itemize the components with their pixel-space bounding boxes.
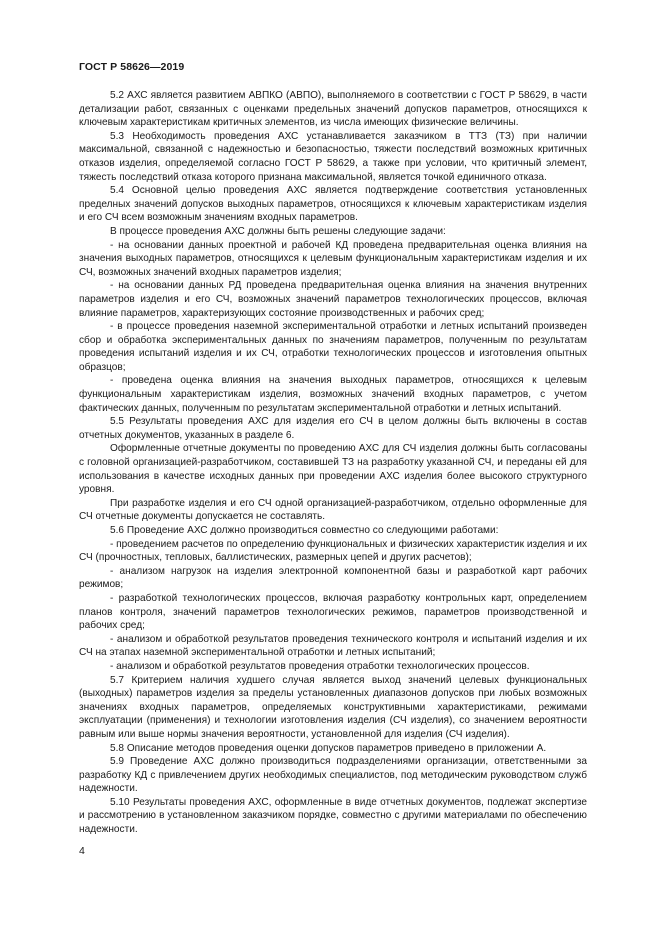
work-list-item: - анализом и обработкой результатов проведения технического контроля и испытаний изделия и их СЧ на этапах наземной экспериментальной отработки и летных испытаний; [79,633,587,659]
paragraph-5-2: 5.2 АХС является развитием АВПКО (АВПО), выполняемого в соответствии с ГОСТ Р 58629, в части детализации работ, связанных с оценками предельных значений допусков параметров, относящихся к ключевым характеристикам критичных элементов, из числа имеющих физические величины. [79,90,587,129]
paragraph-5-3: 5.3 Необходимость проведения АХС устанавливается заказчиком в ТТЗ (ТЗ) при наличии максимальной, связанной с надежностью и безопасностью, тяжести последствий возможных критичных отказов изделия, определяемой согласно ГОСТ Р 58629, а также при условии, что критичный элемент, тяжесть последствий отказа которого признана максимальной, является точкой единичного отказа. [79,130,587,183]
paragraph-single-developer: При разработке изделия и его СЧ одной организацией-разработчиком, отдельно оформленные для СЧ отчетные документы допускается не составлять. [79,497,587,523]
work-list-item: - проведением расчетов по определению функциональных и физических характеристик изделия и их СЧ (прочностных, тепловых, баллистических, размерных цепей и других расчетов); [79,538,587,564]
paragraph-5-10: 5.10 Результаты проведения АХС, оформленные в виде отчетных документов, подлежат экспертизе и рассмотрению в установленном заказчиком порядке, совместно с другими материалами по обеспечению надежности. [79,796,587,836]
paragraph-5-5: 5.5 Результаты проведения АХС для изделия его СЧ в целом должны быть включены в состав отчетных документов, указанных в разделе 6. [79,416,587,441]
paragraph-5-7: 5.7 Критерием наличия худшего случая является выход значений целевых функциональных (выходных) параметров изделия за пределы установленных диапазонов допусков при любых возможных значениях входных параметров, определяемых конструктивными характеристиками, режимами эксплуатации (применения) и технологии изготовления изделия (СЧ изделия), со значением вероятности равным или выше нормы значения вероятности, установленной для изделия (СЧ изделия). [79,674,587,740]
work-list-item: - анализом и обработкой результатов проведения отработки технологических процессов. [110,660,530,672]
paragraph-reports: Оформленные отчетные документы по проведению АХС для СЧ изделия должны быть согласованы с головной организацией-разработчиком, составившей ТЗ на разработку указанной СЧ, и переданы ей для использования в качестве исходных данных при проведении АХС изделия более высокого структурного уровня. [79,443,587,496]
paragraph-5-9: 5.9 Проведение АХС должно производиться подразделениями организации, ответственными за разработку КД с привлечением других необходимых специалистов, под методическим руководством служб надежности. [79,756,587,795]
work-list-item: - анализом нагрузок на изделия электронной компонентной базы и разработкой карт рабочих режимов; [79,565,587,591]
task-list-item: - на основании данных проектной и рабочей КД проведена предварительная оценка влияния на значения выходных параметров, относящихся к целевым функциональным характеристикам изделия и их СЧ, возможных значений входных параметров изделия; [79,239,587,278]
task-list-item: - в процессе проведения наземной экспериментальной отработки и летных испытаний произведен сбор и обработка экспериментальных данных по значениям параметров, полученным по результатам проведения испытаний изделия и их СЧ, отработки технологических процессов и изготовления опытных образцов; [79,321,587,373]
work-list-item: - разработкой технологических процессов, включая разработку контрольных карт, определением планов контроля, значений параметров технологических режимов, параметров производственной и рабочих сред; [79,592,587,632]
paragraph-tasks-intro: В процессе проведения АХС должны быть решены следующие задачи: [110,225,446,237]
page-number: 4 [79,845,85,857]
paragraph-5-8: 5.8 Описание методов проведения оценки допусков параметров приведено в приложении А. [110,742,547,754]
document-header: ГОСТ Р 58626—2019 [79,61,185,73]
paragraph-5-6: 5.6 Проведение АХС должно производиться совместно со следующими работами: [110,525,499,536]
task-list-item: - на основании данных РД проведена предварительная оценка влияния на значения внутренних параметров изделия и его СЧ, возможных значений параметров технологических процессов, включая влияние параметров, характеризующих состояние производственных и рабочих сред; [79,280,587,319]
paragraph-5-4: 5.4 Основной целью проведения АХС является подтверждение соответствия установленных пределных значений допусков выходных параметров, относящихся к ключевым характеристикам изделия и его СЧ всем возможным значениям входных параметров. [79,185,587,224]
task-list-item: - проведена оценка влияния на значения выходных параметров, относящихся к целевым функциональным характеристикам изделия, возможных значений входных параметров, с учетом фактических данных, полученным по результатам экспериментальной отработки и летных испытаний. [79,375,587,414]
document-body [79,89,587,837]
